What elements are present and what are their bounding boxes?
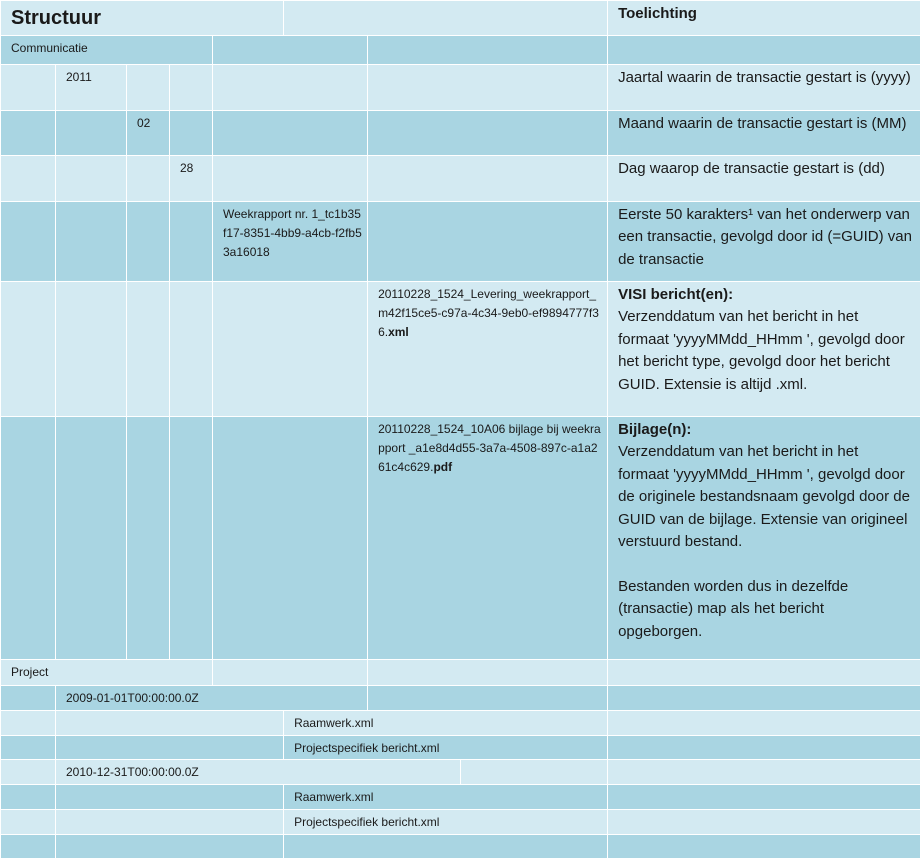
- project-file: Raamwerk.xml: [284, 710, 608, 735]
- project-file-row: [1, 735, 921, 760]
- project-file: Projectspecifiek bericht.xml: [284, 809, 608, 834]
- project-date: 2010-12-31T00:00:00.0Z: [56, 760, 461, 785]
- bijlage-heading: Bijlage(n):: [618, 421, 692, 438]
- bijlage-note: Bestanden worden dus in dezelfde (transactie) map als het bericht opgeborgen.: [618, 577, 849, 640]
- visi-filename: 20110228_1524_Levering_weekrapport_m42f15ce5-c97a-4c34-9eb0-ef9894777f36.xml: [368, 282, 608, 417]
- day-value: 28: [170, 156, 213, 202]
- visi-row: [1, 282, 921, 417]
- bijlage-description: Bijlage(n): Verzenddatum van het bericht in het formaat 'yyyyMMdd_HHmm ', gevolgd door de originele bestandsnaam gevolgd door de GUID van de bijlage. Extensie van origineel verstuurd bestand. Bestanden worden dus in dezelfde (transactie) map als het bericht opgeborgen.: [608, 417, 921, 660]
- toelichting-header: Toelichting: [608, 1, 921, 36]
- project-date: 2009-01-01T00:00:00.0Z: [56, 686, 368, 711]
- project-date-row: [1, 686, 921, 711]
- project-row: [1, 660, 921, 686]
- month-value: 02: [127, 111, 170, 156]
- project-file-row: [1, 710, 921, 735]
- page-title: Structuur: [11, 7, 101, 29]
- year-row: [1, 65, 921, 111]
- year-value: 2011: [56, 65, 127, 111]
- project-file: Raamwerk.xml: [284, 785, 608, 810]
- month-description: Maand waarin de transactie gestart is (MM): [608, 111, 921, 156]
- subject-description: Eerste 50 karakters¹ van het onderwerp van een transactie, gevolgd door id (=GUID) van de transactie: [608, 202, 921, 282]
- table-title: [1, 1, 284, 36]
- header-row: [1, 1, 921, 36]
- project-date-row: [1, 760, 921, 785]
- project-file: Projectspecifiek bericht.xml: [284, 735, 608, 760]
- project-file-row: [1, 809, 921, 834]
- bijlage-filename: 20110228_1524_10A06 bijlage bij weekrapport _a1e8d4d55-3a7a-4508-897c-a1a261c4c629.pdf: [368, 417, 608, 660]
- year-description: Jaartal waarin de transactie gestart is (yyyy): [608, 65, 921, 111]
- communicatie-row: [1, 36, 921, 65]
- visi-description: VISI bericht(en): Verzenddatum van het bericht in het formaat 'yyyyMMdd_HHmm ', gevolgd door het bericht type, gevolgd door het bericht GUID. Extensie is altijd .xml.: [608, 282, 921, 417]
- section-project: Project: [1, 660, 213, 686]
- bijlage-row: [1, 417, 921, 660]
- section-communicatie: Communicatie: [1, 36, 213, 65]
- project-file-row: [1, 785, 921, 810]
- day-row: [1, 156, 921, 202]
- subject-value: Weekrapport nr. 1_tc1b35f17-8351-4bb9-a4cb-f2fb53a16018: [213, 202, 368, 282]
- visi-heading: VISI bericht(en):: [618, 286, 734, 303]
- month-row: [1, 111, 921, 156]
- subject-row: [1, 202, 921, 282]
- day-description: Dag waarop de transactie gestart is (dd): [608, 156, 921, 202]
